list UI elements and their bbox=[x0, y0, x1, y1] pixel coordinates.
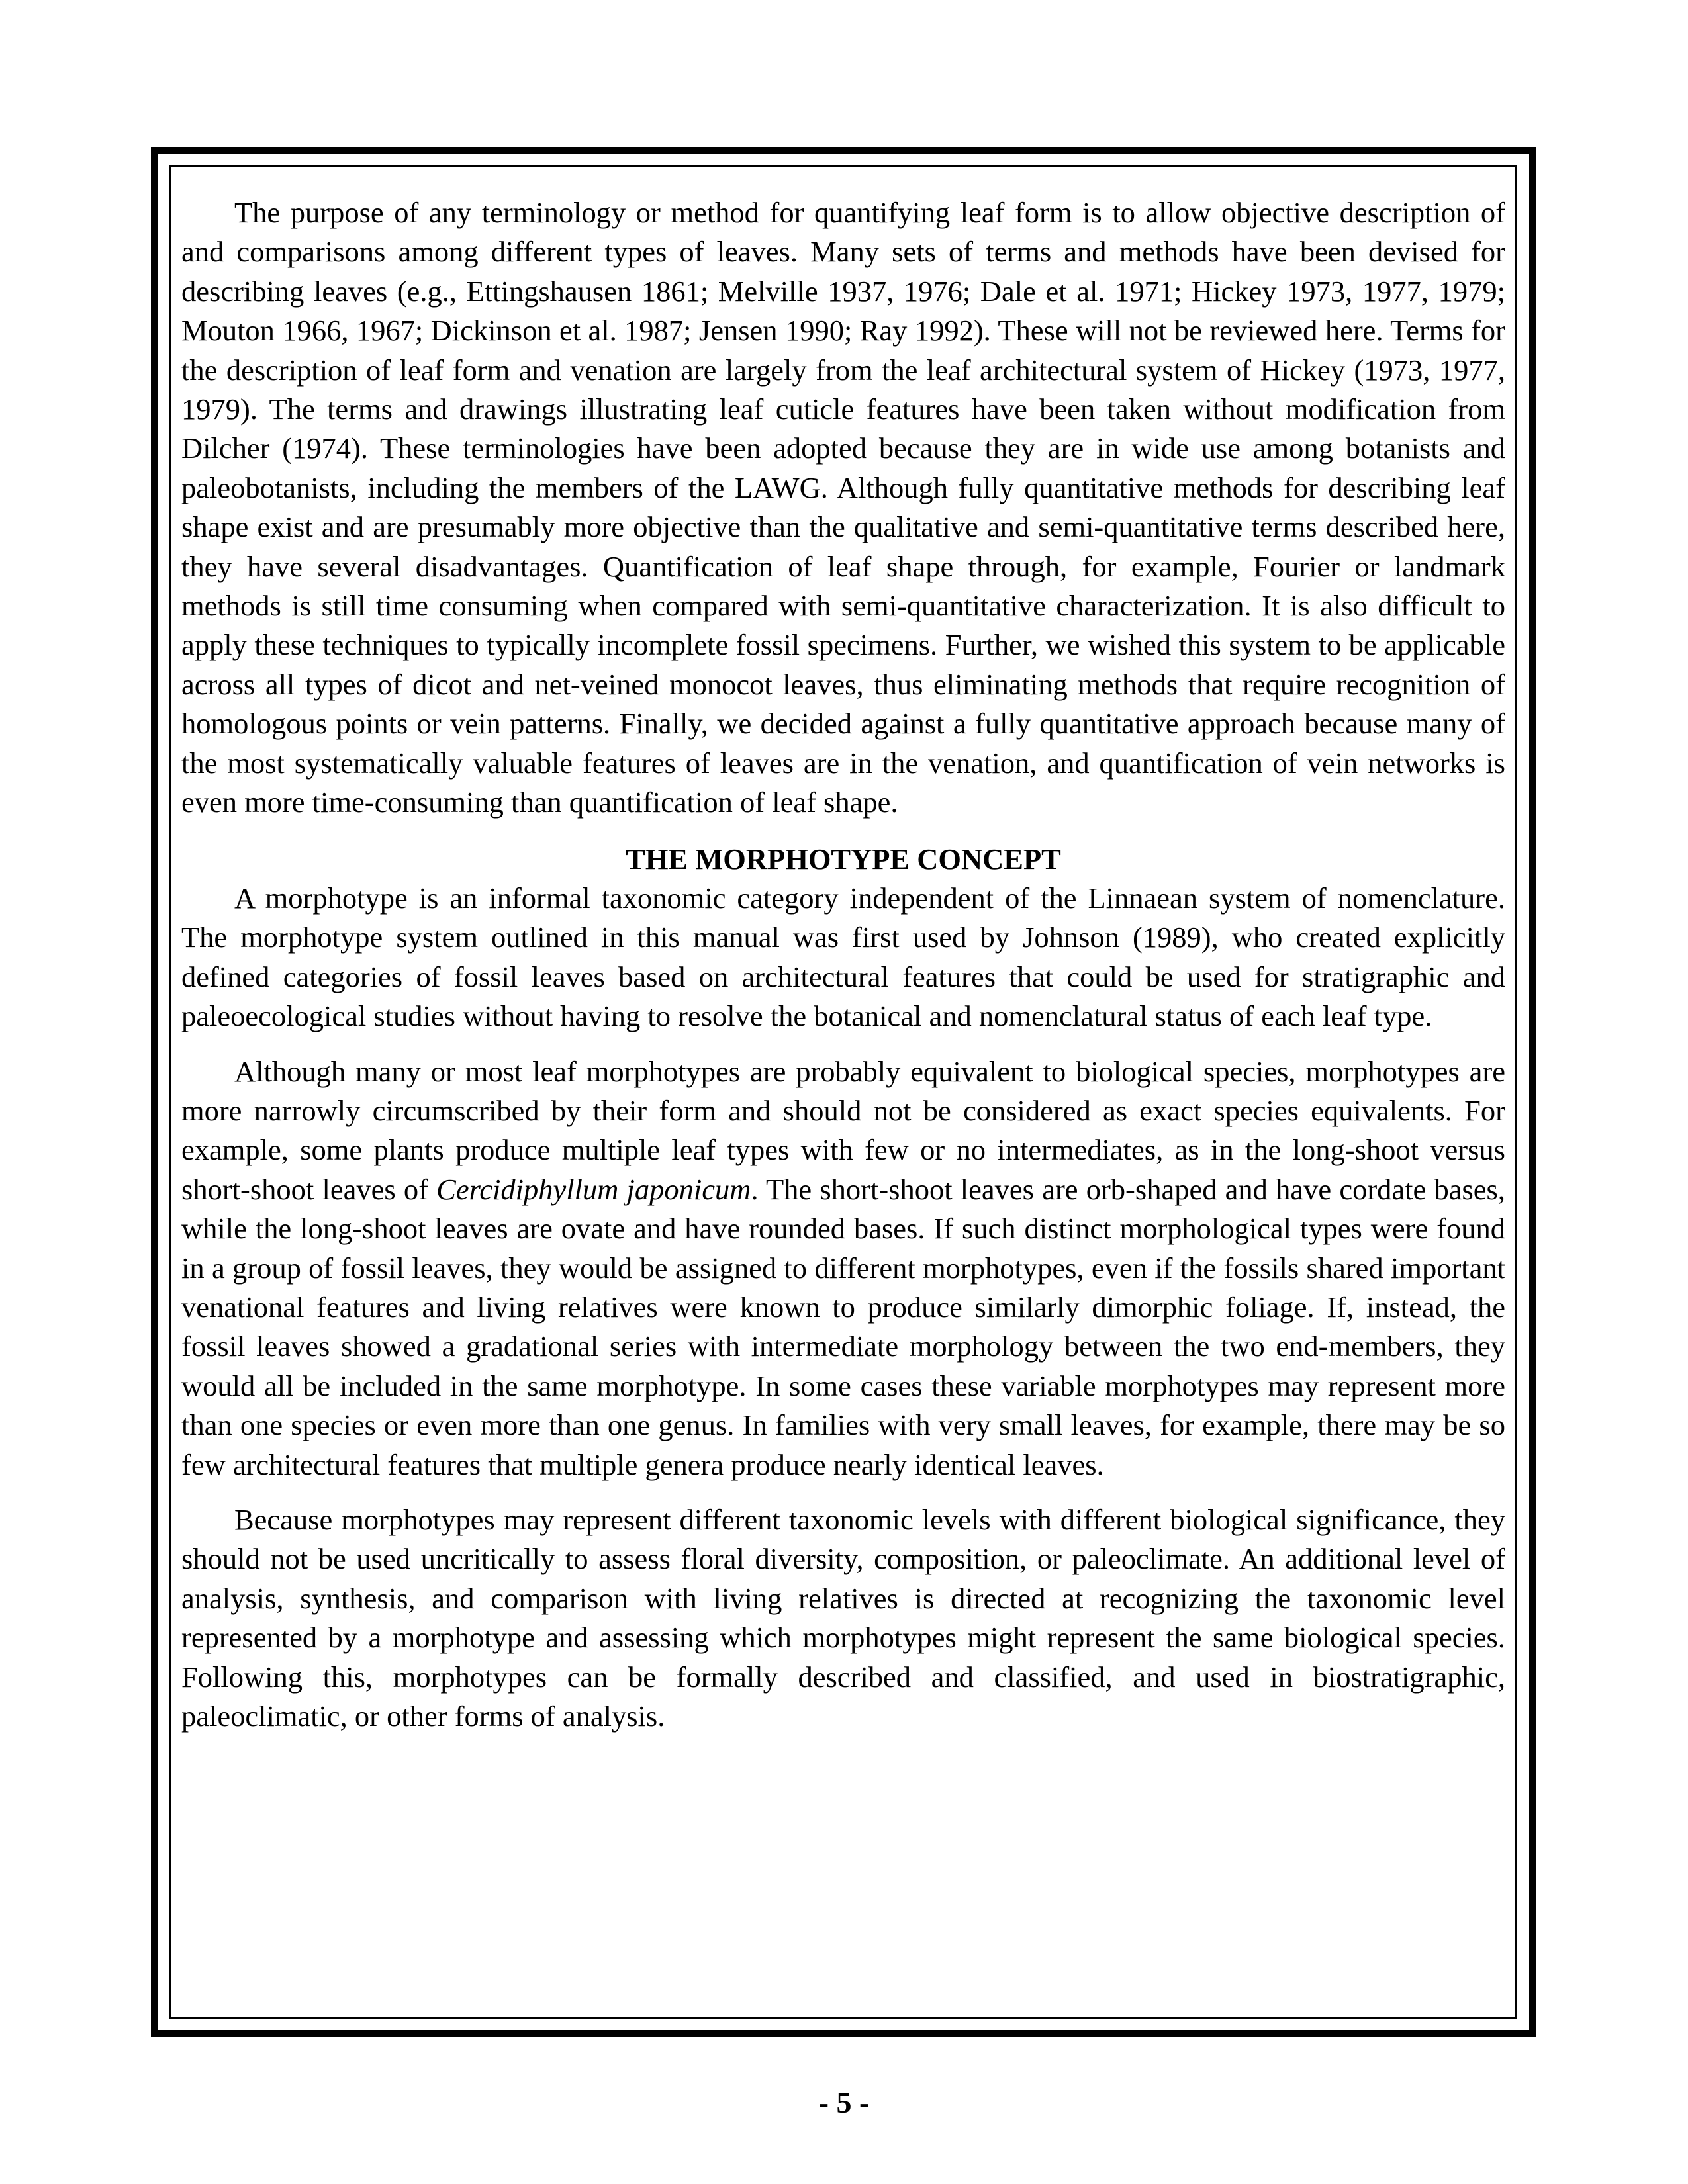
morphotype-paragraph-1: A morphotype is an informal taxonomic category independent of the Linnaean system of nomenclature. The morphotype system outlined in this manual was first used by Johnson (1989), who created explicitly defined categories of fossil leaves based on architectural features that could be used for stratigraphic and paleoecological studies without having to resolve the botanical and nomenclatural status of each leaf type. bbox=[181, 881, 1505, 1033]
intro-paragraph: The purpose of any terminology or method for quantifying leaf form is to allow objective description of and comparisons among different types of leaves. Many sets of terms and methods have been devised for describing leaves (e.g., Ettingshausen 1861; Melville 1937, 1976; Dale et al. 1971; Hickey 1973, 1977, 1979; Mouton 1966, 1967; Dickinson et al. 1987; Jensen 1990; Ray 1992). These will not be reviewed here. Terms for the description of leaf form and venation are largely from the leaf architectural system of Hickey (1973, 1977, 1979). The terms and drawings illustrating leaf cuticle features have been taken without modification from Dilcher (1974). These terminologies have been adopted because they are in wide use among botanists and paleobotanists, including the members of the LAWG. Although fully quantitative methods for describing leaf shape exist and are presumably more objective than the qualitative and semi-quantitative terms described here, they have several disadvantages. Quantification of leaf shape through, for example, Fourier or landmark methods is still time consuming when compared with semi-quantitative characterization. It is also difficult to apply these techniques to typically incomplete fossil specimens. Further, we wished this system to be applicable across all types of dicot and net-veined monocot leaves, thus eliminating methods that require recognition of homologous points or vein patterns. Finally, we decided against a fully quantitative approach because many of the most systematically valuable features of leaves are in the venation, and quantification of vein networks is even more time-consuming than quantification of leaf shape. bbox=[181, 196, 1505, 819]
species-name-italic: Cercidiphyllum japonicum bbox=[436, 1172, 751, 1206]
document-body bbox=[181, 193, 1505, 1736]
page-number: - 5 - bbox=[818, 2085, 870, 2119]
morphotype-paragraph-2-text-b: . The short-shoot leaves are orb-shaped and have cordate bases, while the long-shoot leaves are ovate and have rounded bases. If such distinct morphological types were found in a group of fossil leaves, they would be assigned to different morphotypes, even if the fossils shared important venational features and living relatives were known to produce similarly dimorphic foliage. If, instead, the fossil leaves showed a gradational series with intermediate morphology between the two end-members, they would all be included in the same morphotype. In some cases these variable morphotypes may represent more than one species or even more than one genus. In families with very small leaves, for example, there may be so few architectural features that multiple genera produce nearly identical leaves. bbox=[181, 1172, 1505, 1481]
morphotype-paragraph-2-text-a: Although many or most leaf morphotypes are probably equivalent to biological species, morphotypes are more narrowly circumscribed by their form and should not be considered as exact species equivalents. For example, some plants produce multiple leaf types with few or no intermediates, as in the long-shoot versus short-shoot leaves of bbox=[181, 1054, 1505, 1206]
section-heading: THE MORPHOTYPE CONCEPT bbox=[626, 842, 1061, 876]
morphotype-paragraph-3: Because morphotypes may represent different taxonomic levels with different biological significance, they should not be used uncritically to assess floral diversity, composition, or paleoclimate. An additional level of analysis, synthesis, and comparison with living relatives is directed at recognizing the taxonomic level represented by a morphotype and assessing which morphotypes might represent the same biological species. Following this, morphotypes can be formally described and classified, and used in biostratigraphic, paleoclimatic, or other forms of analysis. bbox=[181, 1503, 1505, 1733]
morphotype-paragraph-2 bbox=[181, 1052, 1505, 1484]
